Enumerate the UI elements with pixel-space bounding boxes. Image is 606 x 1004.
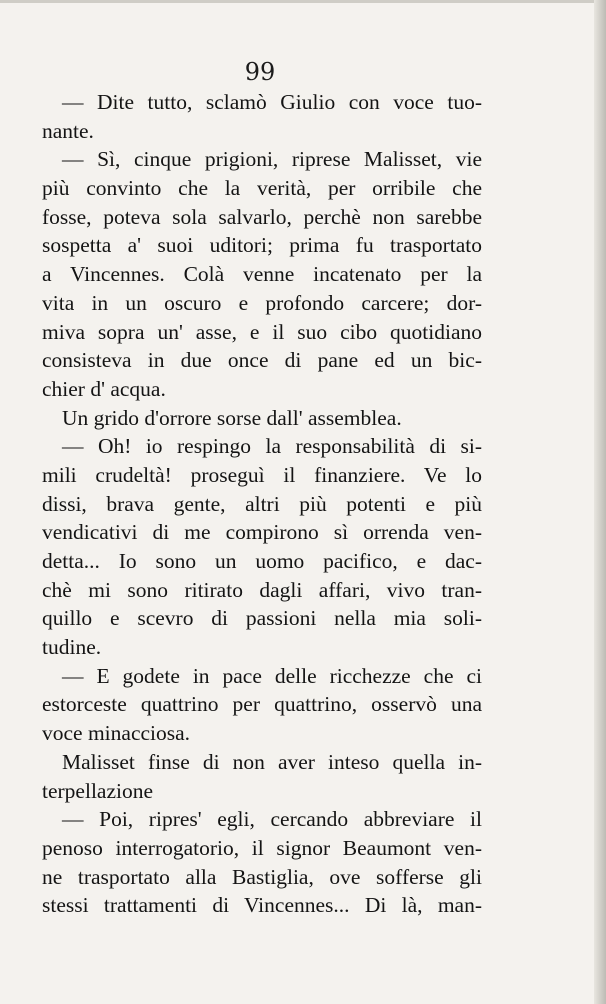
text-line: Malisset finse di non aver inteso quella in- — [62, 749, 482, 774]
text-line: vendicativi di me compirono sì orrenda ven- — [42, 520, 482, 545]
text-line: stessi trattamenti di Vincennes... Di là, man- — [42, 893, 482, 918]
text-line: dissi, brava gente, altri più potenti e più — [42, 491, 482, 516]
body-text — [42, 88, 482, 920]
text-line: penoso interrogatorio, il signor Beaumont ven- — [42, 835, 482, 860]
page-right-edge — [594, 0, 606, 1004]
text-line: — Oh! io respingo la responsabilità di si- — [62, 434, 482, 459]
text-line: miva sopra un' asse, e il suo cibo quotidiano — [42, 319, 482, 344]
text-line: — Dite tutto, sclamò Giulio con voce tuo- — [62, 90, 482, 114]
text-line: nante. — [42, 118, 94, 143]
text-line: chier d' acqua. — [42, 376, 166, 401]
text-line: a Vincennes. Colà venne incatenato per la — [42, 262, 482, 287]
text-line: ne trasportato alla Bastiglia, ove sofferse gli — [42, 864, 482, 889]
text-line: mili crudeltà! proseguì il finanziere. Ve lo — [42, 462, 482, 487]
text-line: chè mi sono ritirato dagli affari, vivo tran- — [42, 577, 482, 602]
text-line: detta... Io sono un uomo pacifico, e dac- — [42, 549, 482, 573]
text-line: voce minacciosa. — [42, 721, 191, 746]
text-line: — E godete in pace delle ricchezze che ci — [62, 663, 482, 688]
text-line: — Sì, cinque prigioni, riprese Malisset, vie — [62, 147, 482, 172]
text-line: consisteva in due once di pane ed un bic- — [42, 348, 482, 373]
text-line: più convinto che la verità, per orribile che — [42, 176, 482, 201]
text-line: tudine. — [42, 635, 102, 660]
page-number: 99 — [244, 58, 276, 86]
text-line: sospetta a' suoi uditori; prima fu trasportato — [42, 233, 482, 258]
page-top-edge — [0, 0, 606, 3]
text-line: vita in un oscuro e profondo carcere; dor- — [42, 290, 482, 315]
text-line: fosse, poteva sola salvarlo, perchè non sarebbe — [42, 204, 482, 229]
text-line: terpellazione — [42, 778, 154, 803]
text-line: — Poi, ripres' egli, cercando abbreviare il — [62, 807, 482, 832]
text-line: estorceste quattrino per quattrino, osservò una — [42, 692, 482, 717]
text-line: Un grido d'orrore sorse dall' assemblea. — [62, 405, 402, 430]
text-line: quillo e scevro di passioni nella mia soli- — [42, 606, 482, 631]
